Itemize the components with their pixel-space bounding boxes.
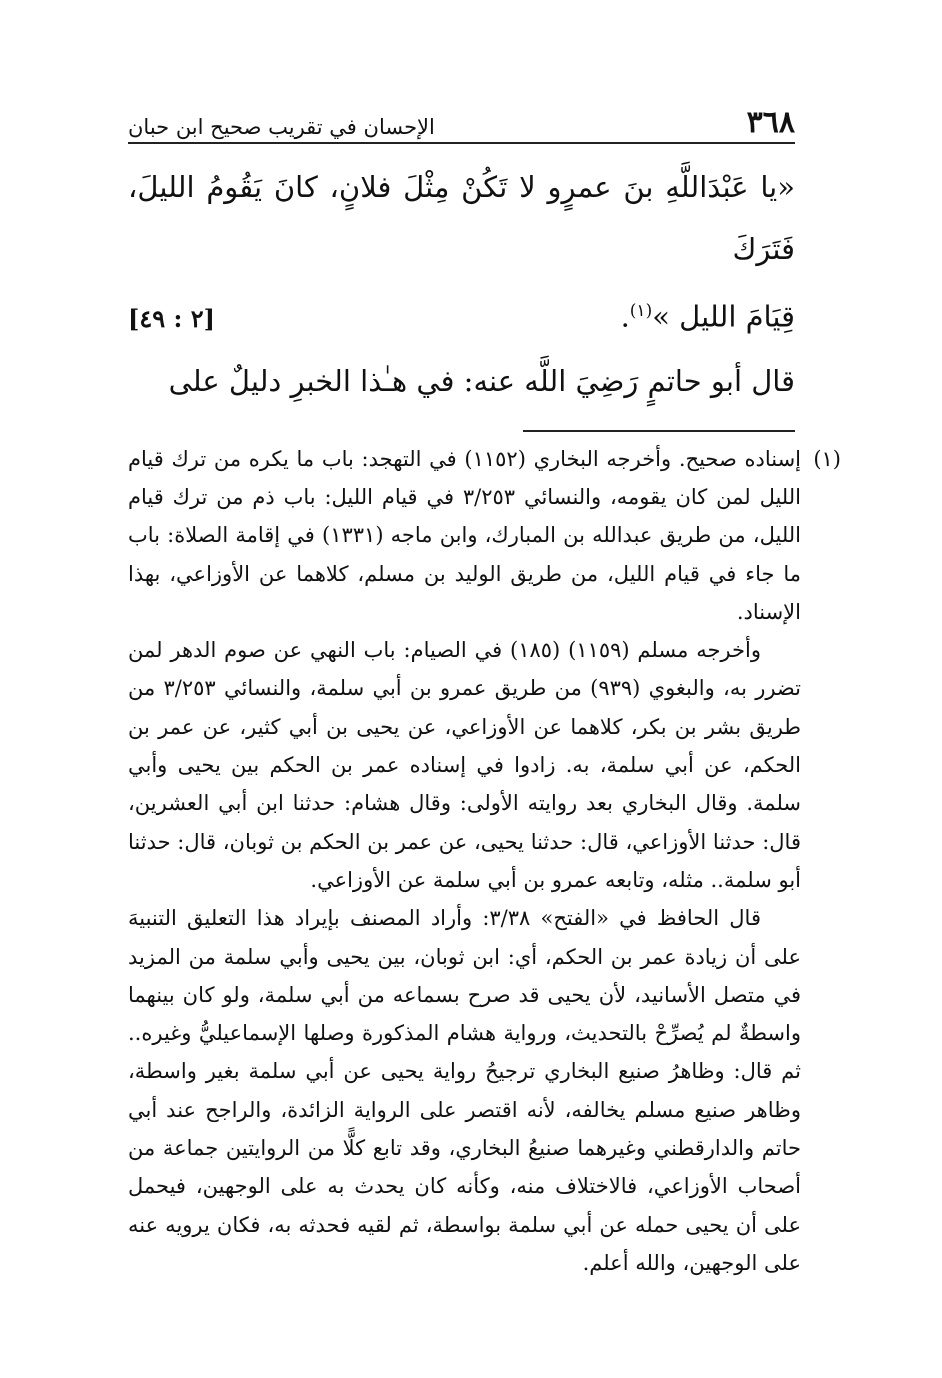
hadith-line-1: «يا عَبْدَاللَّهِ بنَ عمرٍو لا تَكُنْ مِثْلَ فلانٍ، كانَ يَقُومُ الليلَ، فَتَرَكَ	[128, 170, 795, 266]
page-number: ٣٦٨	[746, 105, 795, 140]
page-header	[128, 90, 795, 144]
hadith-line-2	[128, 280, 795, 350]
footnote-paragraph: قال الحافظ في «الفتح» ٣/٣٨: وأراد المصنف بإيراد هذا التعليق التنبيهَ على أن زيادة عمر بن الحكم، أي: ابن ثوبان، بين يحيى وأبي سلمة من المزيد في متصل الأسانيد، لأن يحيى قد صرح بسماعه من أبي سلمة، ولو كان بينهما واسطةٌ لم يُصرِّحْ بالتحديث، ورواية هشام المذكورة وصلها الإسماعيليُّ وغيره.. ثم قال: وظاهرُ صنيع البخاري ترجيحُ رواية يحيى عن أبي سلمة بغير واسطة، وظاهر صنيع مسلم يخالفه، لأنه اقتصر على الرواية الزائدة، والراجح عند أبي حاتم والدارقطني وغيرهما صنيعُ البخاري، وقد تابع كلًّا من الروايتين جماعة من أصحاب الأوزاعي، فالاختلاف منه، وكأنه كان يحدث به على الوجهين، فيحمل على أن يحيى حمله عن أبي سلمة بواسطة، ثم لقيه فحدثه به، فكان يرويه عنه على الوجهين، والله أعلم.	[128, 906, 801, 1275]
main-text	[128, 156, 795, 412]
book-page	[128, 90, 841, 1282]
hadith-line-2-text	[621, 280, 795, 348]
footnote-paragraph: إسناده صحيح. وأخرجه البخاري (١١٥٢) في التهجد: باب ما يكره من ترك قيام الليل لمن كان يقومه، والنسائي ٣/٢٥٣ في قيام الليل: باب ذم من ترك قيام الليل، من طريق عبدالله بن المبارك، وابن ماجه (١٣٣١) في إقامة الصلاة: باب ما جاء في قيام الليل، من طريق الوليد بن مسلم، كلاهما عن الأوزاعي، بهذا الإسناد.	[128, 446, 802, 624]
hadith-line-2-words: قِيَامَ الليل »	[652, 299, 795, 334]
footnotes	[128, 440, 841, 1283]
footnote-number: (١)	[813, 446, 841, 471]
footnote-body	[128, 440, 801, 1283]
hadith-reference: [٢ : ٤٩]	[128, 303, 215, 333]
footnote-paragraph: وأخرجه مسلم (١١٥٩) (١٨٥) في الصيام: باب النهي عن صوم الدهر لمن تضرر به، والبغوي (٩٣٩) من طريق عمرو بن أبي سلمة، والنسائي ٣/٢٥٣ من طريق بشر بن بكر، كلاهما عن الأوزاعي، عن يحيى بن أبي كثير، عن عمر بن الحكم، عن أبي سلمة، به. زادوا في إسناده عمر بن الحكم بين يحيى وأبي سلمة. وقال البخاري بعد روايته الأولى: وقال هشام: حدثنا ابن أبي العشرين، قال: حدثنا الأوزاعي، قال: حدثنا يحيى، عن عمر بن الحكم بن ثوبان، قال: حدثنا أبو سلمة.. مثله، وتابعه عمرو بن أبي سلمة عن الأوزاعي.	[128, 638, 801, 892]
footnote-divider	[523, 430, 795, 432]
running-title: الإحسان في تقريب صحيح ابن حبان	[128, 115, 435, 139]
hadith-line-2-end: .	[620, 299, 630, 334]
comment-line: قال أبو حاتمٍ رَضِيَ اللَّه عنه: في هـٰذا الخبرِ دليلٌ على	[168, 363, 795, 398]
footnote-marker: (١)	[629, 301, 653, 321]
footnote	[128, 440, 841, 1283]
